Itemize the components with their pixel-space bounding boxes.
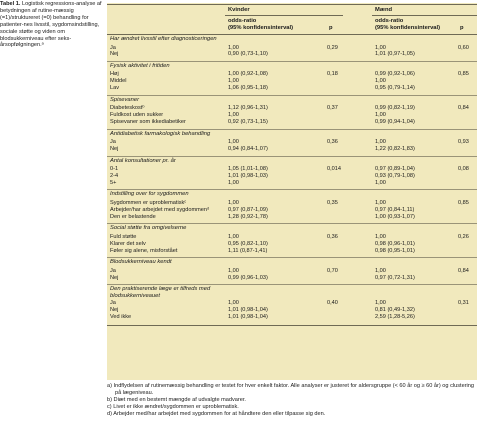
women-odds-ratio: 0,94 (0,84-1,07) xyxy=(228,146,268,153)
section-divider xyxy=(107,189,477,190)
men-odds-ratio: 0,97 (0,72-1,31) xyxy=(375,274,415,281)
table-row xyxy=(107,275,477,282)
section-title: Spisevaner xyxy=(110,96,140,103)
table-top-rule xyxy=(107,4,477,5)
women-odds-ratio: 1,05 (1,01-1,08) xyxy=(228,166,268,172)
row-label: Nej xyxy=(110,51,119,58)
row-label: Nej xyxy=(110,307,119,314)
section-title: Har ændret livsstil efter diagnosticeringen xyxy=(110,36,217,42)
table-caption xyxy=(0,1,103,49)
table-row xyxy=(107,214,477,221)
men-odds-ratio: 1,01 (0,97-1,05) xyxy=(375,51,415,58)
women-odds-ratio: 0,92 (0,73-1,15) xyxy=(228,119,268,126)
women-odds-ratio: 1,00 xyxy=(228,199,239,206)
row-label: Fuldkost uden sukker xyxy=(110,112,164,119)
women-or-label-2: (95% konfidensinterval) xyxy=(228,25,294,31)
women-p-value: 0,36 xyxy=(327,139,338,146)
men-odds-ratio: 0,99 (0,82-1,19) xyxy=(375,105,415,112)
women-p-value: 0,18 xyxy=(327,71,338,78)
header-bottom-rule xyxy=(107,34,477,35)
women-p-value: 0,014 xyxy=(327,166,341,172)
men-odds-ratio: 0,93 (0,79-1,08) xyxy=(375,172,415,179)
table-row xyxy=(107,85,477,92)
men-odds-ratio: 0,81 (0,49-1,32) xyxy=(375,307,415,314)
women-odds-ratio: 1,00 xyxy=(228,139,239,146)
men-odds-ratio: 1,00 xyxy=(375,199,386,206)
table-row xyxy=(107,200,477,207)
women-p-value: 0,40 xyxy=(327,300,338,307)
men-odds-ratio: 2,59 (1,28-5,26) xyxy=(375,314,415,321)
men-odds-ratio: 0,98 (0,96-1,01) xyxy=(375,240,415,247)
table-row xyxy=(107,207,477,214)
header-women: Kvinder xyxy=(228,7,250,13)
women-p-label: p xyxy=(329,25,333,31)
table-row xyxy=(107,173,477,180)
section-title: Den praktiserende læge er tilfreds med blodsukkerniveauet xyxy=(110,285,211,299)
men-odds-ratio: 1,00 (0,93-1,07) xyxy=(375,213,415,220)
table-row xyxy=(107,71,477,78)
men-p-value: 0,08 xyxy=(458,166,469,172)
table-row xyxy=(107,112,477,119)
table-row xyxy=(107,234,477,241)
men-odds-ratio: 1,22 (0,82-1,83) xyxy=(375,146,415,153)
women-odds-ratio: 1,00 xyxy=(228,300,239,307)
caption-text: Logistisk regressions-analyse af betydningen af rutine-mæssig (=1)/struktureret (=0) behandling for patienter-nes livsstil, sygdomsindstilling, sociale støtte og viden om blodsukkerniveau efter seks-årsopfølgningen.ᵃ xyxy=(0,1,102,49)
section-divider xyxy=(107,61,477,62)
row-label: Arbejder/har arbejdet med sygdommenᵈ xyxy=(110,206,210,213)
section-divider xyxy=(107,284,477,285)
women-p-value: 0,29 xyxy=(327,44,338,51)
women-odds-ratio: 1,06 (0,95-1,18) xyxy=(228,85,268,92)
section-divider xyxy=(107,129,477,130)
row-label: Ja xyxy=(110,44,116,51)
men-p-value: 0,85 xyxy=(458,199,469,206)
men-odds-ratio: 0,99 (0,92-1,06) xyxy=(375,71,415,78)
men-odds-ratio: 1,00 xyxy=(375,112,386,119)
section-divider xyxy=(107,156,477,157)
women-p-value: 0,36 xyxy=(327,233,338,240)
section-divider xyxy=(107,257,477,258)
table-row xyxy=(107,45,477,52)
women-odds-ratio: 1,28 (0,92-1,78) xyxy=(228,213,268,220)
table-row xyxy=(107,146,477,153)
women-odds-ratio: 1,01 (0,98-1,04) xyxy=(228,307,268,314)
row-label: Høj xyxy=(110,71,119,78)
row-label: Spisevaner som ikkediabetiker xyxy=(110,119,186,126)
women-odds-ratio: 1,00 xyxy=(228,233,239,240)
men-p-value: 0,84 xyxy=(458,267,469,274)
women-header-rule xyxy=(225,15,343,16)
section-title: Fysisk aktivitet i fritiden xyxy=(110,62,170,69)
section-title: Blodsukkerniveau kendt xyxy=(110,259,172,266)
men-p-value: 0,31 xyxy=(458,300,469,307)
men-odds-ratio: 1,00 xyxy=(375,179,386,186)
row-label: Føler sig alene, misforstået xyxy=(110,247,178,254)
women-odds-ratio: 1,00 xyxy=(228,44,239,51)
row-label: Fuld støtte xyxy=(110,233,137,240)
men-odds-ratio: 1,00 xyxy=(375,267,386,274)
women-odds-ratio: 0,97 (0,87-1,09) xyxy=(228,206,268,213)
table-row xyxy=(107,105,477,112)
women-or-label-1: odds-ratio xyxy=(228,18,257,24)
row-label: Nej xyxy=(110,274,119,281)
women-p-value: 0,70 xyxy=(327,267,338,274)
table-row xyxy=(107,78,477,85)
men-odds-ratio: 1,00 xyxy=(375,44,386,51)
women-p-value: 0,35 xyxy=(327,199,338,206)
section-title: Social støtte fra omgivelserne xyxy=(110,225,187,232)
women-odds-ratio: 1,12 (0,96-1,31) xyxy=(228,105,268,112)
table-bottom-rule xyxy=(107,325,477,326)
footnote-b: b) Diæt med en bestemt mængde af udvalgte madvarer. xyxy=(107,397,246,403)
men-odds-ratio: 0,97 (0,89-1,04) xyxy=(375,166,415,172)
row-label: Ja xyxy=(110,267,116,274)
women-odds-ratio: 1,01 (0,98-1,04) xyxy=(228,314,268,321)
men-or-label-1: odds-ratio xyxy=(375,18,404,24)
row-label: Nej xyxy=(110,146,119,153)
row-label: 0-1 xyxy=(110,166,119,172)
men-p-value: 0,93 xyxy=(458,139,469,146)
row-label: Den er belastende xyxy=(110,213,156,220)
row-label: Ja xyxy=(110,300,116,307)
table-row xyxy=(107,241,477,248)
row-label: 5+ xyxy=(110,179,117,186)
men-odds-ratio: 0,97 (0,84-1,11) xyxy=(375,206,415,213)
table-row xyxy=(107,51,477,58)
men-or-label-2: (95% konfidensinterval) xyxy=(375,25,441,31)
row-label: Ved ikke xyxy=(110,314,132,321)
header-men: Mænd xyxy=(375,7,393,13)
table-row xyxy=(107,307,477,314)
women-odds-ratio: 0,99 (0,96-1,03) xyxy=(228,274,268,281)
women-odds-ratio: 1,00 (0,92-1,08) xyxy=(228,71,268,78)
women-odds-ratio: 1,00 xyxy=(228,267,239,274)
row-label: Middel xyxy=(110,78,127,85)
regression-table xyxy=(107,3,477,380)
women-odds-ratio: 1,01 (0,98-1,03) xyxy=(228,172,268,179)
men-p-value: 0,85 xyxy=(458,71,469,78)
row-label: Lav xyxy=(110,85,120,92)
men-header-rule xyxy=(372,15,477,16)
women-odds-ratio: 1,00 xyxy=(228,112,239,119)
women-odds-ratio: 0,90 (0,73-1,10) xyxy=(228,51,268,58)
section-title: Indstilling over for sygdommen xyxy=(110,191,189,198)
men-odds-ratio: 0,95 (0,79-1,14) xyxy=(375,85,415,92)
women-p-value: 0,37 xyxy=(327,105,338,112)
section-title: Antidiabetisk farmakologisk behandling xyxy=(110,130,211,137)
women-odds-ratio: 1,00 xyxy=(228,78,239,85)
table-row xyxy=(107,268,477,275)
women-odds-ratio: 1,00 xyxy=(228,179,239,186)
men-odds-ratio: 0,98 (0,95-1,01) xyxy=(375,247,415,254)
footnote-d: d) Arbejder med/har arbejdet med sygdommen for at håndtere den eller tilpasse sig den. xyxy=(107,411,326,417)
footnote-c: c) Livet er ikke ændret/sygdommen er uproblematisk. xyxy=(107,404,239,410)
row-label: Klarer det selv xyxy=(110,240,146,247)
men-odds-ratio: 1,00 xyxy=(375,78,386,85)
men-p-value: 0,84 xyxy=(458,105,469,112)
men-odds-ratio: 0,99 (0,94-1,04) xyxy=(375,119,415,126)
row-label: 2-4 xyxy=(110,172,119,179)
men-p-value: 0,26 xyxy=(458,233,469,240)
row-label: Sygdommen er uproblematiskᶜ xyxy=(110,199,187,206)
section-title: Antal konsultationer pr. år xyxy=(110,157,176,164)
row-label: Ja xyxy=(110,139,116,146)
footnotes xyxy=(107,383,477,418)
men-p-label: p xyxy=(460,25,464,31)
caption-label: Tabel 1. xyxy=(0,1,21,7)
men-odds-ratio: 1,00 xyxy=(375,139,386,146)
table-row xyxy=(107,166,477,173)
men-odds-ratio: 1,00 xyxy=(375,300,386,307)
men-p-value: 0,60 xyxy=(458,44,469,51)
table-row xyxy=(107,180,477,187)
footnote-a: a) Indflydelsen af rutinemæssig behandling er testet for hver enkelt faktor. Alle analyser er justeret for aldersgruppe (< 60 år og ≥ 60 år) og clustering på lægeniveau. xyxy=(107,383,475,396)
row-label: Diabeteskostᵇ xyxy=(110,105,145,112)
section-divider xyxy=(107,223,477,224)
section-divider xyxy=(107,95,477,96)
women-odds-ratio: 0,95 (0,82-1,10) xyxy=(228,240,268,247)
table-row xyxy=(107,119,477,126)
table-row xyxy=(107,314,477,321)
men-odds-ratio: 1,00 xyxy=(375,233,386,240)
table-row xyxy=(107,248,477,255)
table-row xyxy=(107,139,477,146)
table-row xyxy=(107,300,477,307)
women-odds-ratio: 1,11 (0,87-1,41) xyxy=(228,247,268,254)
